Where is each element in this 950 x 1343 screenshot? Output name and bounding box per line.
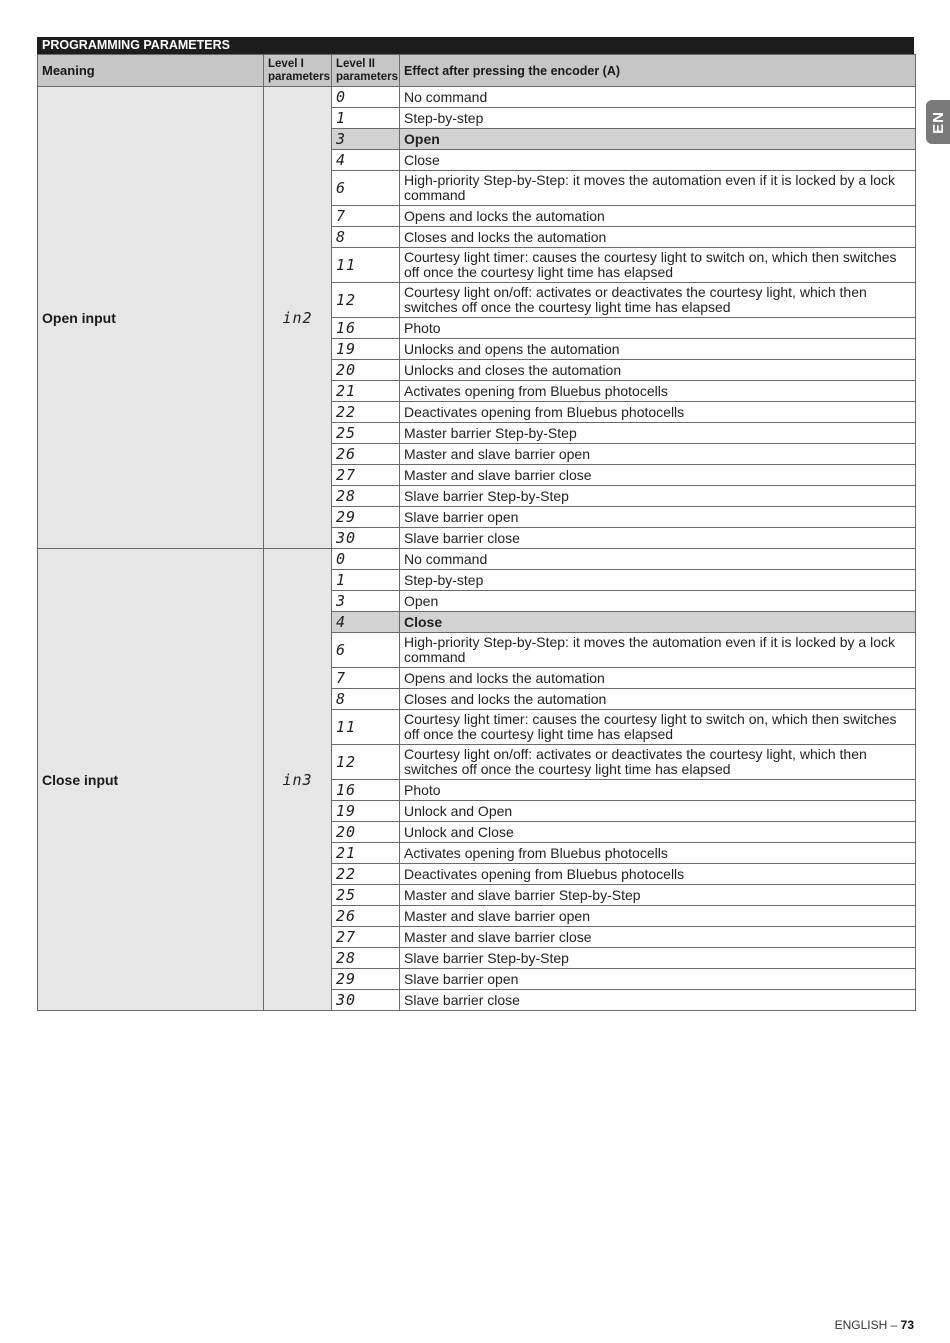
level1-parameter-cell: in3 [264,549,332,1011]
effect-cell: High-priority Step-by-Step: it moves the automation even if it is locked by a lock command [400,171,916,206]
effect-cell: Opens and locks the automation [400,668,916,689]
level2-parameter-cell: 3 [332,129,400,150]
footer-language: ENGLISH – [834,1318,898,1332]
level2-parameter-cell: 6 [332,171,400,206]
effect-cell: Courtesy light timer: causes the courtesy light to switch on, which then switches off once the courtesy light time has elapsed [400,248,916,283]
level2-parameter-cell: 30 [332,990,400,1011]
effect-cell: Slave barrier Step-by-Step [400,486,916,507]
effect-cell: Unlocks and closes the automation [400,360,916,381]
level2-parameter-cell: 28 [332,486,400,507]
language-tab-label: EN [929,110,947,134]
effect-cell: Master and slave barrier Step-by-Step [400,885,916,906]
effect-cell: Step-by-step [400,108,916,129]
level2-parameter-cell: 7 [332,668,400,689]
programming-parameters-table [37,54,916,1011]
table-row [38,549,916,570]
effect-cell: Master and slave barrier close [400,465,916,486]
level2-parameter-cell: 12 [332,745,400,780]
language-tab [926,100,950,144]
effect-cell: No command [400,549,916,570]
footer-page-number: 73 [900,1318,914,1332]
level2-parameter-cell: 11 [332,710,400,745]
effect-cell: Slave barrier open [400,969,916,990]
level2-parameter-cell: 29 [332,969,400,990]
effect-cell: High-priority Step-by-Step: it moves the automation even if it is locked by a lock command [400,633,916,668]
level2-parameter-cell: 30 [332,528,400,549]
meaning-cell: Close input [38,549,264,1011]
effect-cell: Master and slave barrier open [400,444,916,465]
level2-parameter-cell: 19 [332,339,400,360]
header-level2: Level II parameters [332,55,400,87]
level2-parameter-cell: 27 [332,927,400,948]
level2-parameter-cell: 25 [332,423,400,444]
effect-cell: Closes and locks the automation [400,227,916,248]
meaning-cell: Open input [38,87,264,549]
effect-cell: Courtesy light timer: causes the courtesy light to switch on, which then switches off once the courtesy light time has elapsed [400,710,916,745]
level2-parameter-cell: 0 [332,87,400,108]
level2-parameter-cell: 27 [332,465,400,486]
effect-cell: Unlock and Open [400,801,916,822]
effect-cell: Slave barrier open [400,507,916,528]
level2-parameter-cell: 19 [332,801,400,822]
effect-cell: Unlock and Close [400,822,916,843]
level1-parameter-cell: in2 [264,87,332,549]
effect-cell: Step-by-step [400,570,916,591]
level2-parameter-cell: 26 [332,906,400,927]
effect-cell: Open [400,129,916,150]
effect-cell: Photo [400,318,916,339]
table-body [38,87,916,1011]
level2-parameter-cell: 0 [332,549,400,570]
level2-parameter-cell: 22 [332,864,400,885]
effect-cell: Slave barrier close [400,528,916,549]
effect-cell: Deactivates opening from Bluebus photocells [400,864,916,885]
effect-cell: Slave barrier close [400,990,916,1011]
effect-cell: Opens and locks the automation [400,206,916,227]
effect-cell: Activates opening from Bluebus photocells [400,381,916,402]
effect-cell: Deactivates opening from Bluebus photocells [400,402,916,423]
level2-parameter-cell: 1 [332,108,400,129]
level2-parameter-cell: 3 [332,591,400,612]
effect-cell: Open [400,591,916,612]
page-footer [835,1318,914,1332]
level2-parameter-cell: 25 [332,885,400,906]
effect-cell: Photo [400,780,916,801]
level2-parameter-cell: 21 [332,381,400,402]
effect-cell: Master and slave barrier close [400,927,916,948]
level2-parameter-cell: 28 [332,948,400,969]
level2-parameter-cell: 21 [332,843,400,864]
effect-cell: No command [400,87,916,108]
level2-parameter-cell: 11 [332,248,400,283]
effect-cell: Courtesy light on/off: activates or deactivates the courtesy light, which then switches off once the courtesy light time has elapsed [400,745,916,780]
effect-cell: Activates opening from Bluebus photocells [400,843,916,864]
level2-parameter-cell: 8 [332,227,400,248]
level2-parameter-cell: 26 [332,444,400,465]
effect-cell: Master and slave barrier open [400,906,916,927]
level2-parameter-cell: 29 [332,507,400,528]
level2-parameter-cell: 4 [332,150,400,171]
header-level1: Level I parameters [264,55,332,87]
level2-parameter-cell: 8 [332,689,400,710]
table-title: PROGRAMMING PARAMETERS [37,37,914,54]
level2-parameter-cell: 12 [332,283,400,318]
effect-cell: Close [400,612,916,633]
header-meaning: Meaning [38,55,264,87]
effect-cell: Courtesy light on/off: activates or deactivates the courtesy light, which then switches off once the courtesy light time has elapsed [400,283,916,318]
level2-parameter-cell: 20 [332,822,400,843]
table-header-row [38,55,916,87]
header-effect: Effect after pressing the encoder (A) [400,55,916,87]
effect-cell: Close [400,150,916,171]
level2-parameter-cell: 4 [332,612,400,633]
table-row [38,87,916,108]
effect-cell: Master barrier Step-by-Step [400,423,916,444]
level2-parameter-cell: 16 [332,780,400,801]
level2-parameter-cell: 22 [332,402,400,423]
level2-parameter-cell: 20 [332,360,400,381]
level2-parameter-cell: 16 [332,318,400,339]
effect-cell: Unlocks and opens the automation [400,339,916,360]
level2-parameter-cell: 1 [332,570,400,591]
effect-cell: Closes and locks the automation [400,689,916,710]
level2-parameter-cell: 6 [332,633,400,668]
effect-cell: Slave barrier Step-by-Step [400,948,916,969]
level2-parameter-cell: 7 [332,206,400,227]
